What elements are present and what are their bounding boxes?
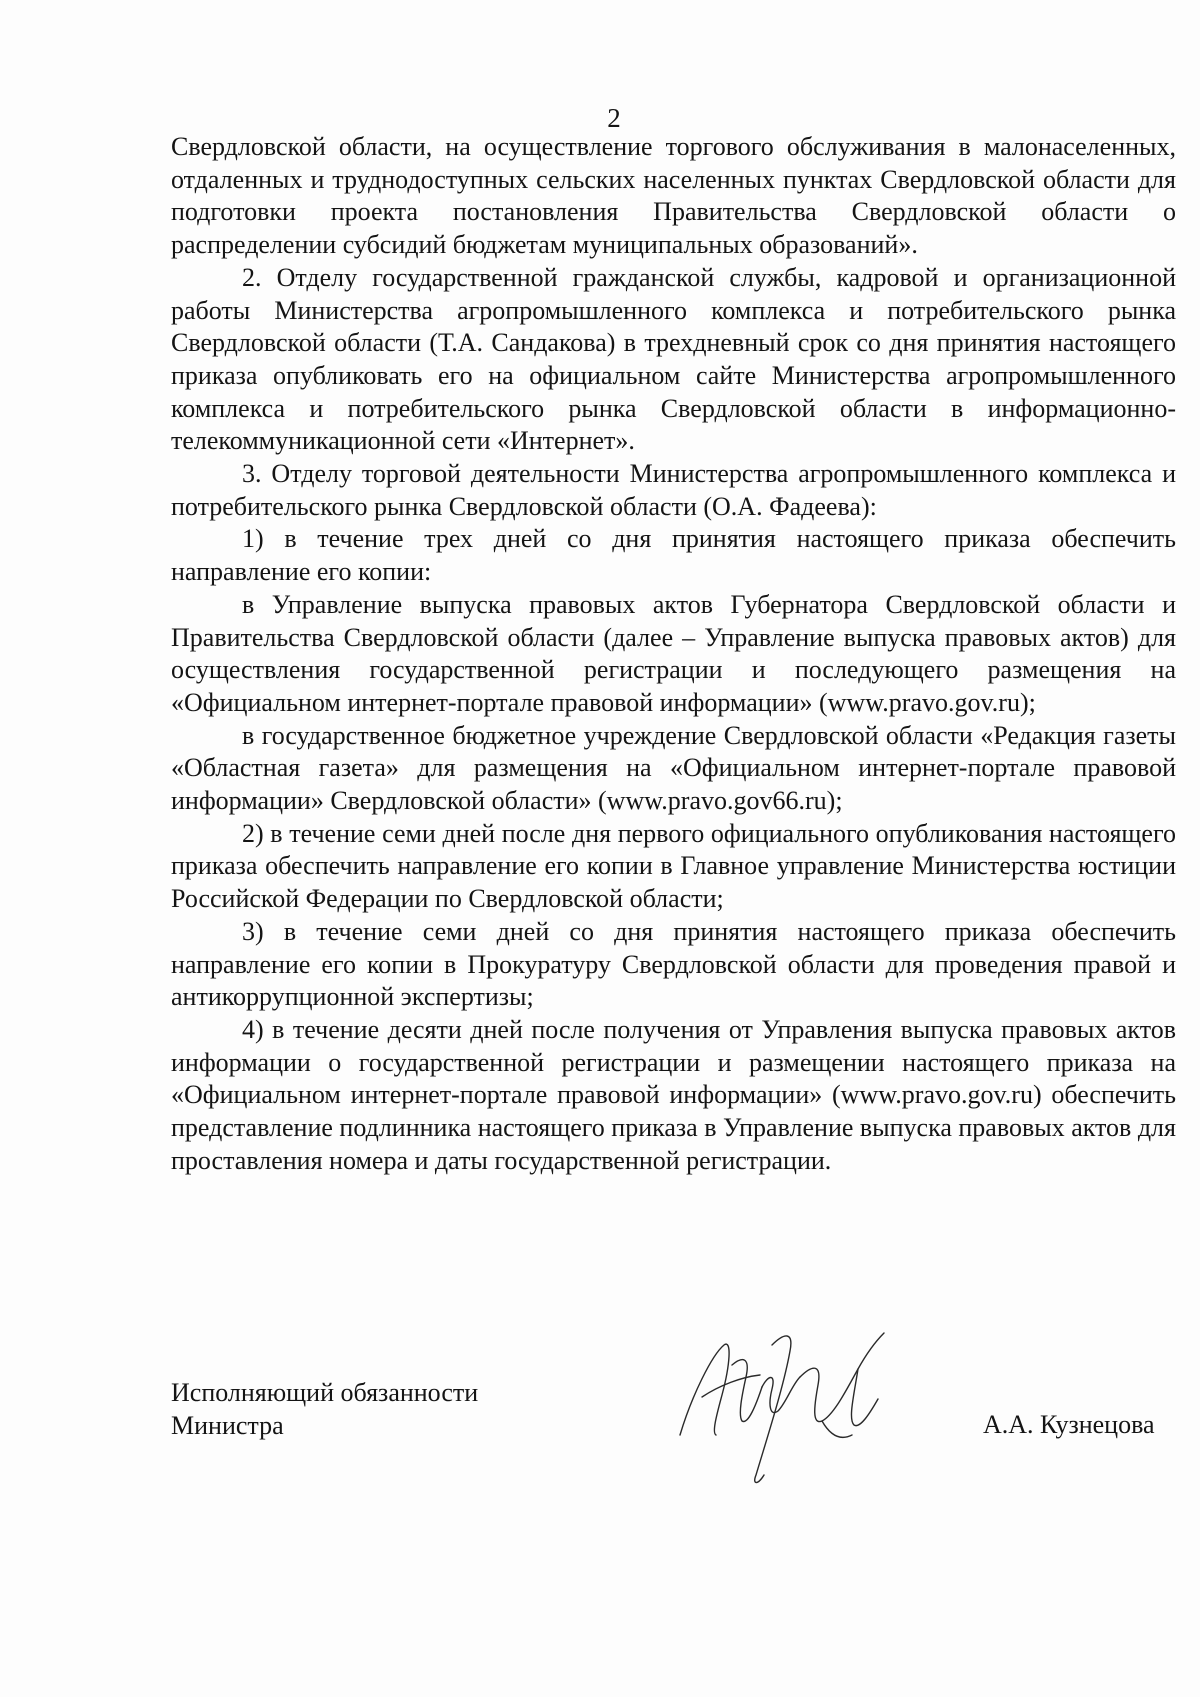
handwritten-signature bbox=[672, 1325, 902, 1490]
subitem-3: 3) в течение семи дней со дня принятия настоящего приказа обеспечить направление его копии в Прокуратуру Свердловской области для проведения правой и антикоррупционной экспертизы; bbox=[171, 916, 1176, 1012]
signatory-name: А.А. Кузнецова bbox=[983, 1410, 1155, 1439]
subitem-1-recipient-a: в Управление выпуска правовых актов Губернатора Свердловской области и Правительства Свердловской области (далее – Управление выпуска правовых актов) для осуществления государственной регистрации и последующего размещения на «Официальном интернет-портале правовой информации» (www.pravo.gov.ru); bbox=[171, 589, 1176, 717]
subitem-1: 1) в течение трех дней со дня принятия настоящего приказа обеспечить направление его копии: bbox=[171, 524, 1176, 587]
paragraph-item-2: 2. Отделу государственной гражданской службы, кадровой и организационной работы Министерства агропромышленного комплекса и потребительского рынка Свердловской области (Т.А. Сандакова) в трехдневный срок со дня принятия настоящего приказа опубликовать его на официальном сайте Министерства агропромышленного комплекса и потребительского рынка Свердловской области в информационно-телекоммуникационной сети «Интернет». bbox=[171, 262, 1176, 456]
paragraph-continuation: Свердловской области, на осуществление торгового обслуживания в малонаселенных, отдаленных и труднодоступных сельских населенных пунктах Свердловской области для подготовки проекта постановления Правительства Свердловской области о распределении субсидий бюджетам муниципальных образований». bbox=[171, 132, 1176, 260]
document-body bbox=[171, 131, 1176, 1178]
signatory-position-line-1: Исполняющий обязанности bbox=[171, 1378, 479, 1407]
paragraph-item-3: 3. Отделу торговой деятельности Министерства агропромышленного комплекса и потребительского рынка Свердловской области (О.А. Фадеева): bbox=[171, 459, 1176, 521]
subitem-1-recipient-b: в государственное бюджетное учреждение Свердловской области «Редакция газеты «Областная газета» для размещения на «Официальном интернет-портале правовой информации» Свердловской области» (www.pravo.gov66.ru); bbox=[171, 720, 1176, 816]
subitem-2: 2) в течение семи дней после дня первого официального опубликования настоящего приказа обеспечить направление его копии в Главное управление Министерства юстиции Российской Федерации по Свердловской области; bbox=[171, 818, 1176, 914]
signatory-position bbox=[171, 1376, 478, 1442]
page-number: 2 bbox=[607, 103, 621, 133]
subitem-4: 4) в течение десяти дней после получения от Управления выпуска правовых актов информации о государственной регистрации и размещении настоящего приказа на «Официальном интернет-портале правовой информации» (www.pravo.gov.ru) обеспечить представление подлинника настоящего приказа в Управление выпуска правовых актов для проставления номера и даты государственной регистрации. bbox=[171, 1014, 1176, 1175]
signatory-position-line-2: Министра bbox=[171, 1411, 284, 1440]
